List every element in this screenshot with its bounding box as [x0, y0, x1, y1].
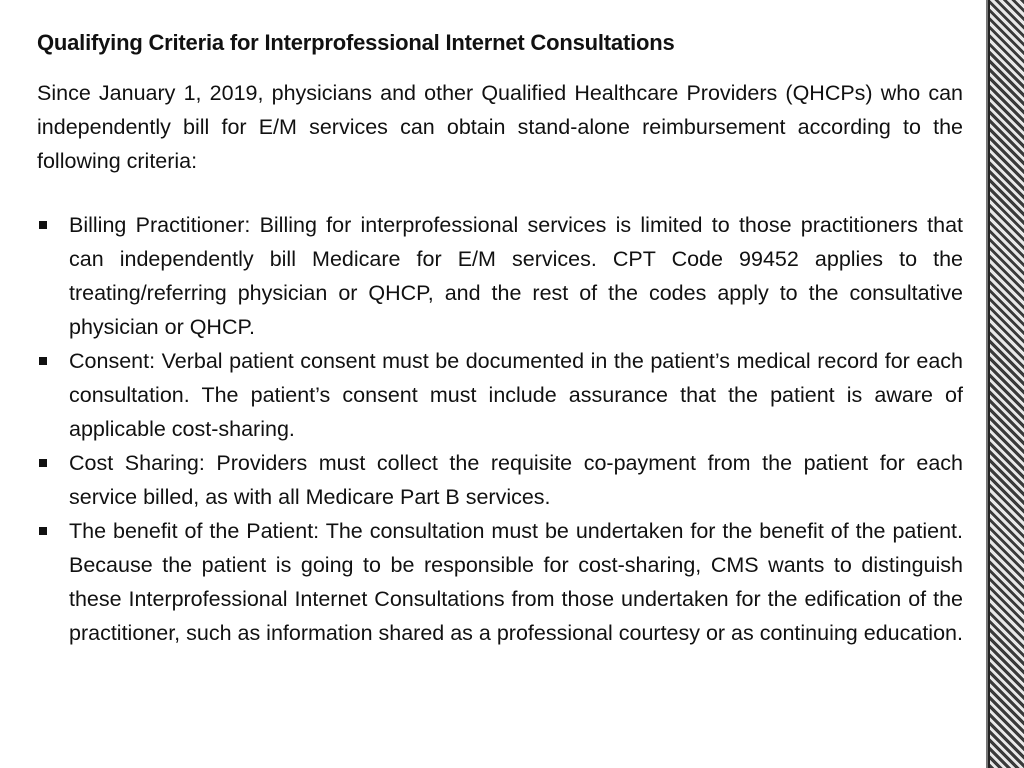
- square-bullet-icon: [39, 357, 47, 365]
- list-item-text: Cost Sharing: Providers must collect the requisite co-payment from the patient for each service billed, as with all Medicare Part B services.: [69, 451, 963, 509]
- slide-title: Qualifying Criteria for Interprofessional Internet Consultations: [37, 30, 675, 55]
- list-item: [37, 446, 963, 514]
- criteria-list: [37, 208, 963, 650]
- square-bullet-icon: [39, 459, 47, 467]
- decorative-side-stripe: [988, 0, 1024, 768]
- list-item-text: Billing Practitioner: Billing for interprofessional services is limited to those practitioners that can independently bill Medicare for E/M services. CPT Code 99452 applies to the treating/referring physician or QHCP, and the rest of the codes apply to the consultative physician or QHCP.: [69, 213, 963, 339]
- square-bullet-icon: [39, 527, 47, 535]
- list-item-text: The benefit of the Patient: The consultation must be undertaken for the benefit of the patient. Because the patient is going to be responsible for cost-sharing, CMS wants to distinguish these Interprofessional Internet Consultations from those undertaken for the edification of the practitioner, such as information shared as a professional courtesy or as continuing education.: [69, 519, 963, 645]
- list-item: [37, 344, 963, 446]
- slide-content: [37, 18, 963, 650]
- list-item-text: Consent: Verbal patient consent must be documented in the patient’s medical record for each consultation. The patient’s consent must include assurance that the patient is aware of applicable cost-sharing.: [69, 349, 963, 441]
- list-item: [37, 514, 963, 650]
- intro-paragraph: Since January 1, 2019, physicians and other Qualified Healthcare Providers (QHCPs) who can independently bill for E/M services can obtain stand-alone reimbursement according to the following criteria:: [37, 81, 963, 173]
- square-bullet-icon: [39, 221, 47, 229]
- list-item: [37, 208, 963, 344]
